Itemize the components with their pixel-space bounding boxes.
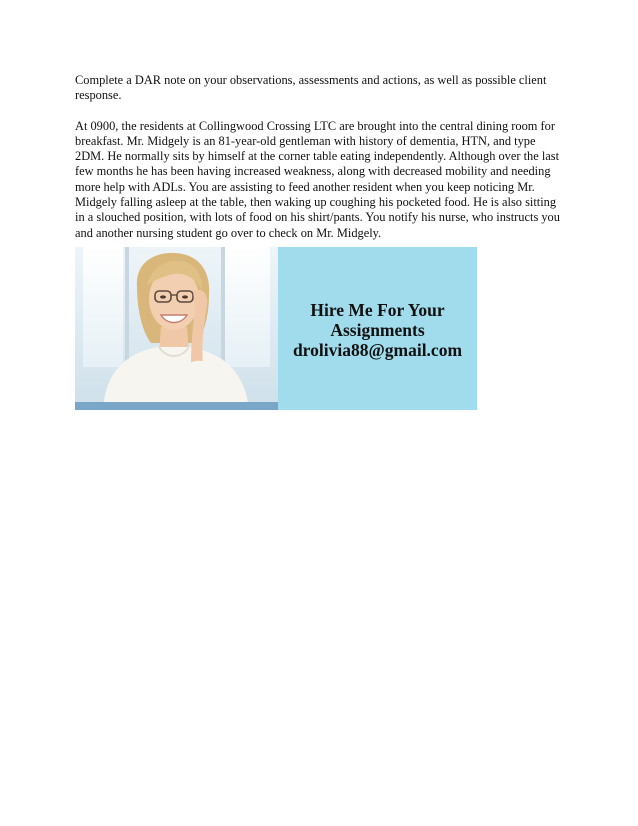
scenario-paragraph: At 0900, the residents at Collingwood Crossing LTC are brought into the central dining room for breakfast. Mr. Midgely is an 81-year-old gentleman with history of dementia, HTN, and type 2DM. He normally sits by himself at the corner table eating independently. Although over the last few months he has been having increased weakness, along with decreased mobility and needing more help with ADLs. You are assisting to feed another resident when you keep noticing Mr. Midgely falling asleep at the table, then waking up coughing his pocketed food. He is also sitting in a slouched position, with lots of food on his shirt/pants. You notify his nurse, who instructs you and another nursing student go over to check on Mr. Midgely. bbox=[75, 118, 560, 240]
smiling-woman-illustration bbox=[75, 247, 278, 410]
instruction-paragraph: Complete a DAR note on your observations, assessments and actions, as well as possible client response. bbox=[75, 73, 547, 103]
promo-panel bbox=[278, 247, 477, 410]
promo-email: drolivia88@gmail.com bbox=[292, 339, 463, 360]
promo-headline-line1: Hire Me For Your bbox=[310, 299, 445, 320]
document-body bbox=[75, 73, 565, 241]
promo-headline-line2: Assignments bbox=[330, 319, 425, 340]
woman-photo bbox=[75, 247, 278, 410]
advertisement-banner bbox=[75, 247, 477, 410]
